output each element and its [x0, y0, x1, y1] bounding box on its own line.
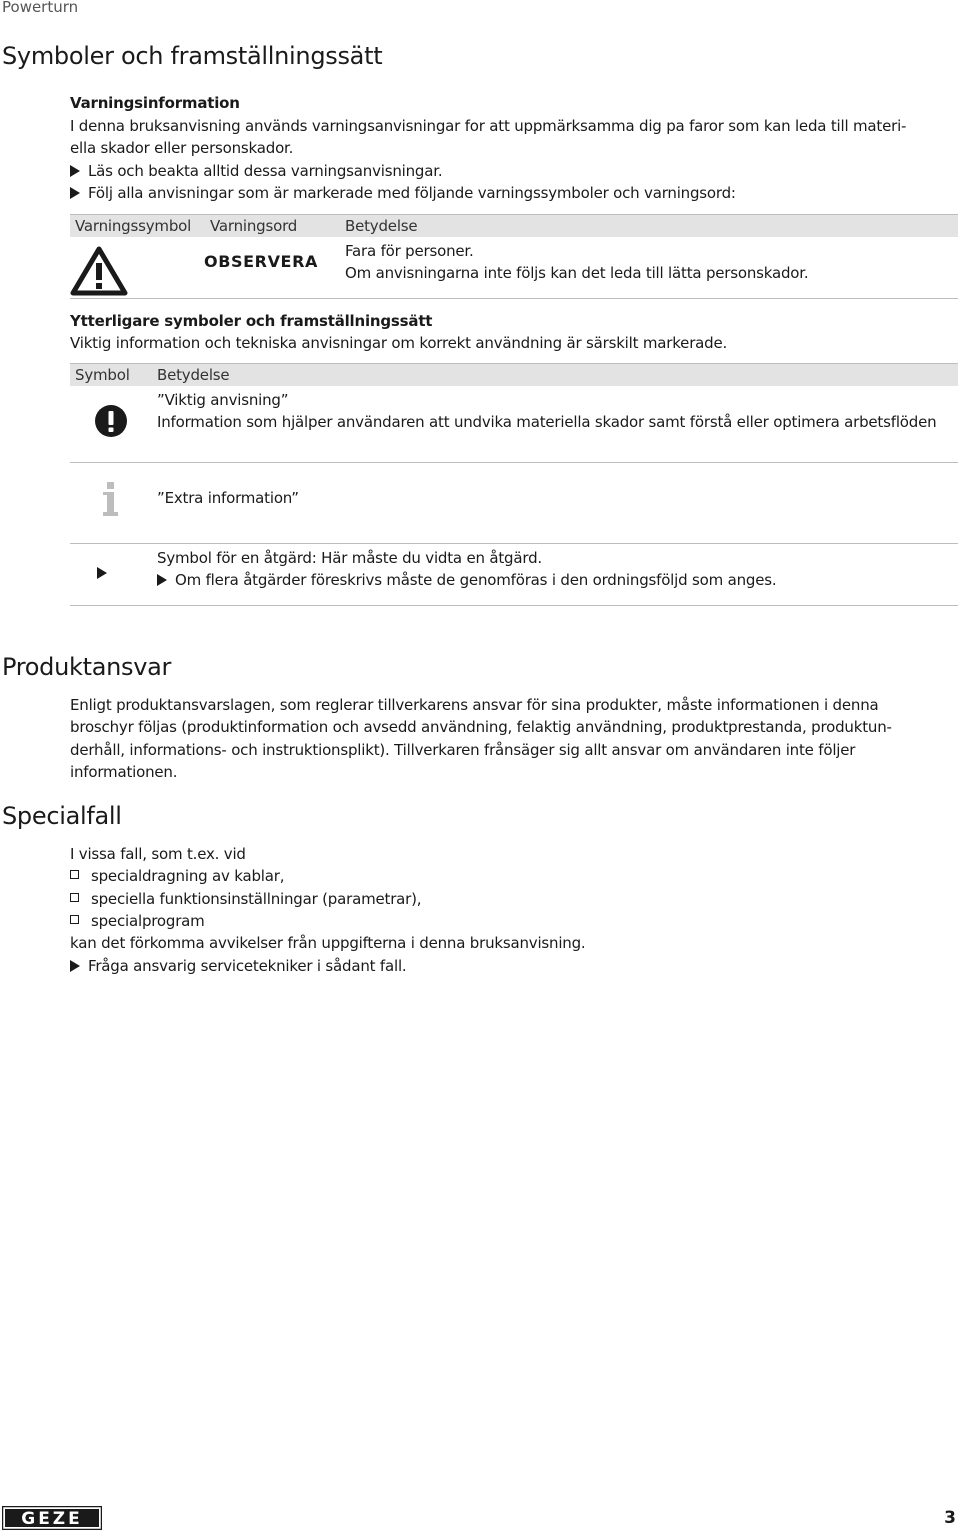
geze-logo [2, 1506, 102, 1530]
product-liability-line: Enligt produktansvarslagen, som reglerar tillverkarens ansvar för sina produkter, måste informationen i denna [70, 696, 879, 714]
special-case-item: speciella funktionsinställningar (parametrar), [70, 888, 955, 911]
warning-triangle-icon [70, 246, 128, 296]
warning-step: Läs och beakta alltid dessa varningsanvisningar. [70, 160, 955, 183]
symbol-row-important-title: ”Viktig anvisning” [157, 391, 289, 409]
section-title-special-cases: Specialfall [2, 802, 122, 830]
symbol-row-important-text: Information som hjälper användaren att undvika materiella skador samt förstå eller optimera arbetsflöden [157, 413, 937, 431]
action-triangle-icon [70, 960, 80, 972]
square-bullet-icon [70, 893, 79, 902]
warning-table-header [70, 214, 958, 237]
symbol-row-action-text: Om flera åtgärder föreskrivs måste de genomföras i den ordningsföljd som anges. [157, 569, 776, 592]
warning-info-heading: Varningsinformation [70, 94, 240, 112]
warning-word-observera: OBSERVERA [204, 252, 318, 271]
svg-text:GEZE: GEZE [21, 1509, 83, 1529]
special-case-item: specialprogram [70, 910, 955, 933]
symbol-row-action-title: Symbol för en åtgärd: Här måste du vidta en åtgärd. [157, 549, 542, 567]
product-liability-line: informationen. [70, 763, 178, 781]
table-divider [70, 543, 958, 544]
product-liability-line: derhåll, informations- och instruktionsplikt). Tillverkaren frånsäger sig allt ansvar om användaren inte följer [70, 741, 856, 759]
special-cases-action: Fråga ansvarig servicetekniker i sådant fall. [70, 955, 955, 978]
exclamation-circle-icon [95, 405, 127, 437]
warning-step: Följ alla anvisningar som är markerade med följande varningssymboler och varningsord: [70, 182, 955, 205]
header-meaning: Betydelse [345, 217, 418, 235]
special-case-item: specialdragning av kablar, [70, 865, 955, 888]
warning-meaning-2: Om anvisningarna inte följs kan det leda till lätta personskador. [345, 264, 809, 282]
action-triangle-icon [157, 574, 167, 586]
warning-meaning-1: Fara för personer. [345, 242, 474, 260]
special-cases-after: kan det förkomma avvikelser från uppgifterna i denna bruksanvisning. [70, 934, 586, 952]
header-warning-symbol: Varningssymbol [75, 217, 192, 235]
more-symbols-heading: Ytterligare symboler och framställningssätt [70, 312, 433, 330]
triangle-arrow-icon [97, 567, 107, 579]
table-divider [70, 298, 958, 299]
special-cases-intro: I vissa fall, som t.ex. vid [70, 845, 246, 863]
page-number: 3 [944, 1508, 956, 1528]
action-triangle-icon [70, 165, 80, 177]
more-symbols-para: Viktig information och tekniska anvisningar om korrekt användning är särskilt markerade. [70, 334, 728, 352]
warning-info-para: I denna bruksanvisning används varningsanvisningar for att uppmärksamma dig pa faror som kan leda till materi- [70, 117, 907, 135]
info-icon [100, 482, 120, 518]
section-title-product-liability: Produktansvar [2, 653, 172, 681]
header-warning-word: Varningsord [210, 217, 298, 235]
table-divider [70, 605, 958, 606]
square-bullet-icon [70, 870, 79, 879]
warning-info-para-2: ella skador eller personskador. [70, 139, 294, 157]
action-triangle-icon [70, 187, 80, 199]
symbol-row-extra-info: ”Extra information” [157, 489, 299, 507]
running-head: Powerturn [2, 0, 79, 16]
section-title-symbols: Symboler och framställningssätt [2, 42, 383, 70]
product-liability-line: broschyr följas (produktinformation och avsedd användning, felaktig användning, produktprestanda, produktun- [70, 718, 892, 736]
header-meaning: Betydelse [157, 366, 230, 384]
symbol-table-header [70, 363, 958, 386]
square-bullet-icon [70, 915, 79, 924]
header-symbol: Symbol [75, 366, 130, 384]
table-divider [70, 462, 958, 463]
